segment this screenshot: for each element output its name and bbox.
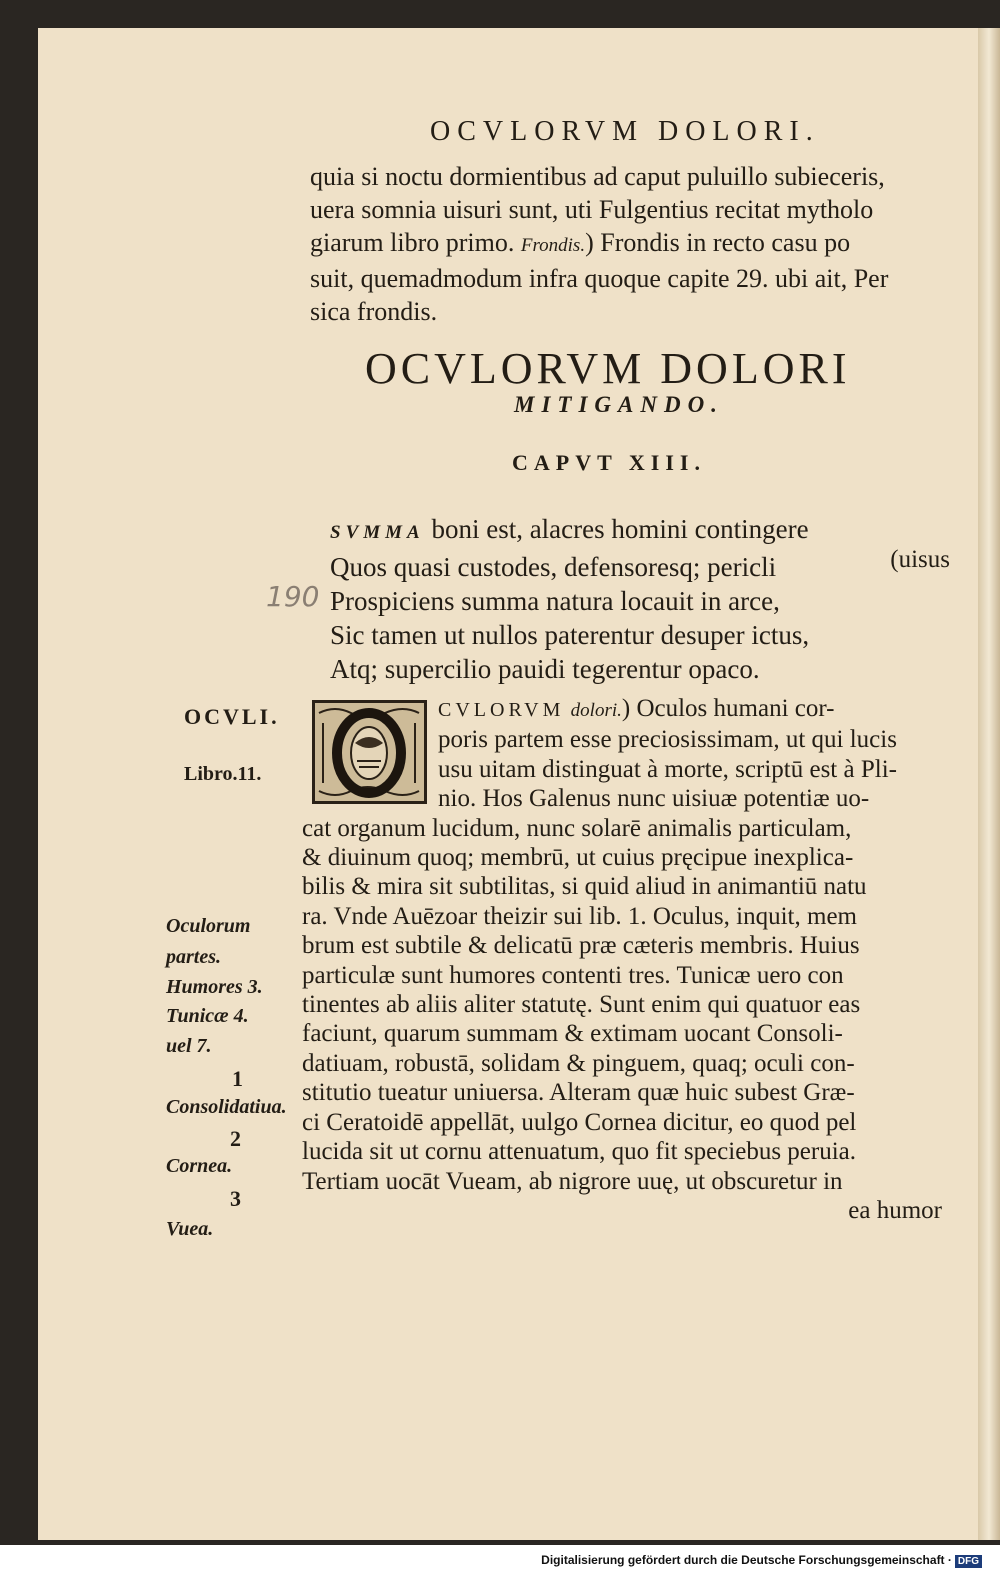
paragraph-line: usu uitam distinguat à morte, scriptū est à Pli- <box>438 755 897 783</box>
margin-note: 1 <box>232 1066 243 1091</box>
verse-first-word: SVMMA <box>330 522 425 543</box>
footer-bar <box>0 1545 1000 1577</box>
verse-line: Quos quasi custodes, defensoresq; pericli <box>330 552 777 582</box>
paragraph-line: cat organum lucidum, nunc solarē animalis particulam, <box>302 814 852 842</box>
dfg-logo: DFG <box>955 1555 982 1568</box>
margin-note: Libro.11. <box>184 763 262 785</box>
paragraph-line: tinentes ab aliis aliter statutę. Sunt enim qui quatuor eas <box>302 991 861 1019</box>
funding-credit <box>541 1553 982 1568</box>
running-head: OCVLORVM DOLORI. <box>430 116 820 147</box>
paragraph-line: Tertiam uocāt Vueam, ab nigrore uuę, ut obscuretur in <box>302 1167 843 1195</box>
text-segment: ) Oculos humani cor- <box>621 695 835 722</box>
verse-line: Prospiciens summa natura locauit in arce, <box>330 586 780 616</box>
lead-caps: CVLORVM <box>438 699 565 721</box>
credit-text: Digitalisierung gefördert durch die Deutsche Forschungsgemeinschaft · <box>541 1553 952 1567</box>
text-line: uera somnia uisuri sunt, uti Fulgentius recitat mytholo <box>310 195 874 224</box>
verse-line: Sic tamen ut nullos paterentur desuper ictus, <box>330 620 810 650</box>
lemma-frondis: Frondis. <box>520 235 586 256</box>
chapter-subtitle: MITIGANDO. <box>514 392 724 417</box>
chapter-title: OCVLORVM DOLORI <box>365 344 851 393</box>
paragraph-line: ra. Vnde Auēzoar theizir sui lib. 1. Oculus, inquit, mem <box>302 902 857 930</box>
verse-line <box>330 512 960 550</box>
page-edge <box>978 28 1000 1540</box>
chapter-number: CAPVT XIII. <box>512 450 706 475</box>
margin-note: 3 <box>230 1186 241 1211</box>
paragraph-line: datiuam, robustā, solidam & pinguem, quaq; oculi con- <box>302 1049 855 1077</box>
margin-note: Oculorum <box>166 915 251 937</box>
margin-note: Consolidatiua. <box>166 1096 287 1118</box>
paragraph-line: stitutio tueatur uniuersa. Alteram quæ huic subest Græ- <box>302 1079 855 1107</box>
lemma-dolori: dolori. <box>570 700 622 721</box>
margin-note: partes. <box>166 946 221 968</box>
text-line: quia si noctu dormientibus ad caput puluillo subieceris, <box>310 162 885 191</box>
paragraph-line: brum est subtile & delicatū præ cæteris membris. Huius <box>302 932 860 960</box>
margin-note: Vuea. <box>166 1218 214 1240</box>
verse-line: Atq; supercilio pauidi tegerentur opaco. <box>330 654 760 684</box>
catchword: ea humor <box>848 1196 942 1224</box>
margin-note: OCVLI. <box>184 704 280 729</box>
paragraph-line: & diuinum quoq; membrū, ut cuius pręcipue inexplica- <box>302 844 854 872</box>
text-line: sica frondis. <box>310 297 438 326</box>
text-segment: ) Frondis in recto casu po <box>585 228 851 257</box>
paragraph-line: poris partem esse preciosissimam, ut qui lucis <box>438 726 897 754</box>
paragraph-line <box>302 694 962 725</box>
verse-turnover: (uisus <box>890 546 950 573</box>
text-line: suit, quemadmodum infra quoque capite 29. ubi ait, Per <box>310 264 889 293</box>
top-text-block <box>310 160 960 328</box>
margin-note: Cornea. <box>166 1155 233 1177</box>
margin-note: Humores 3. <box>166 976 263 998</box>
paragraph-line: bilis & mira sit subtilitas, si quid aliud in animantiū natu <box>302 873 867 901</box>
text-line <box>310 226 960 262</box>
verse-quotation <box>330 512 960 686</box>
verse-text: boni est, alacres homini contingere <box>431 514 809 544</box>
main-paragraph <box>302 694 962 1225</box>
paragraph-line: ci Ceratoidē appellāt, uulgo Cornea dicitur, eo quod pel <box>302 1108 857 1136</box>
paragraph-line: particulæ sunt humores contenti tres. Tunicæ uero con <box>302 961 844 989</box>
margin-note: Tunicæ 4. <box>166 1005 249 1027</box>
margin-note: 2 <box>230 1126 241 1151</box>
paragraph-line: lucida sit ut cornu attenuatum, quo fit speciebus peruia. <box>302 1138 857 1166</box>
handwritten-number: 190 <box>266 580 320 613</box>
paragraph-line: nio. Hos Galenus nunc uisiuæ potentiæ uo- <box>438 785 870 813</box>
paragraph-line: faciunt, quarum summam & extimam uocant Consoli- <box>302 1020 843 1048</box>
margin-note: uel 7. <box>166 1035 212 1057</box>
text-segment: giarum libro primo. <box>310 228 515 257</box>
